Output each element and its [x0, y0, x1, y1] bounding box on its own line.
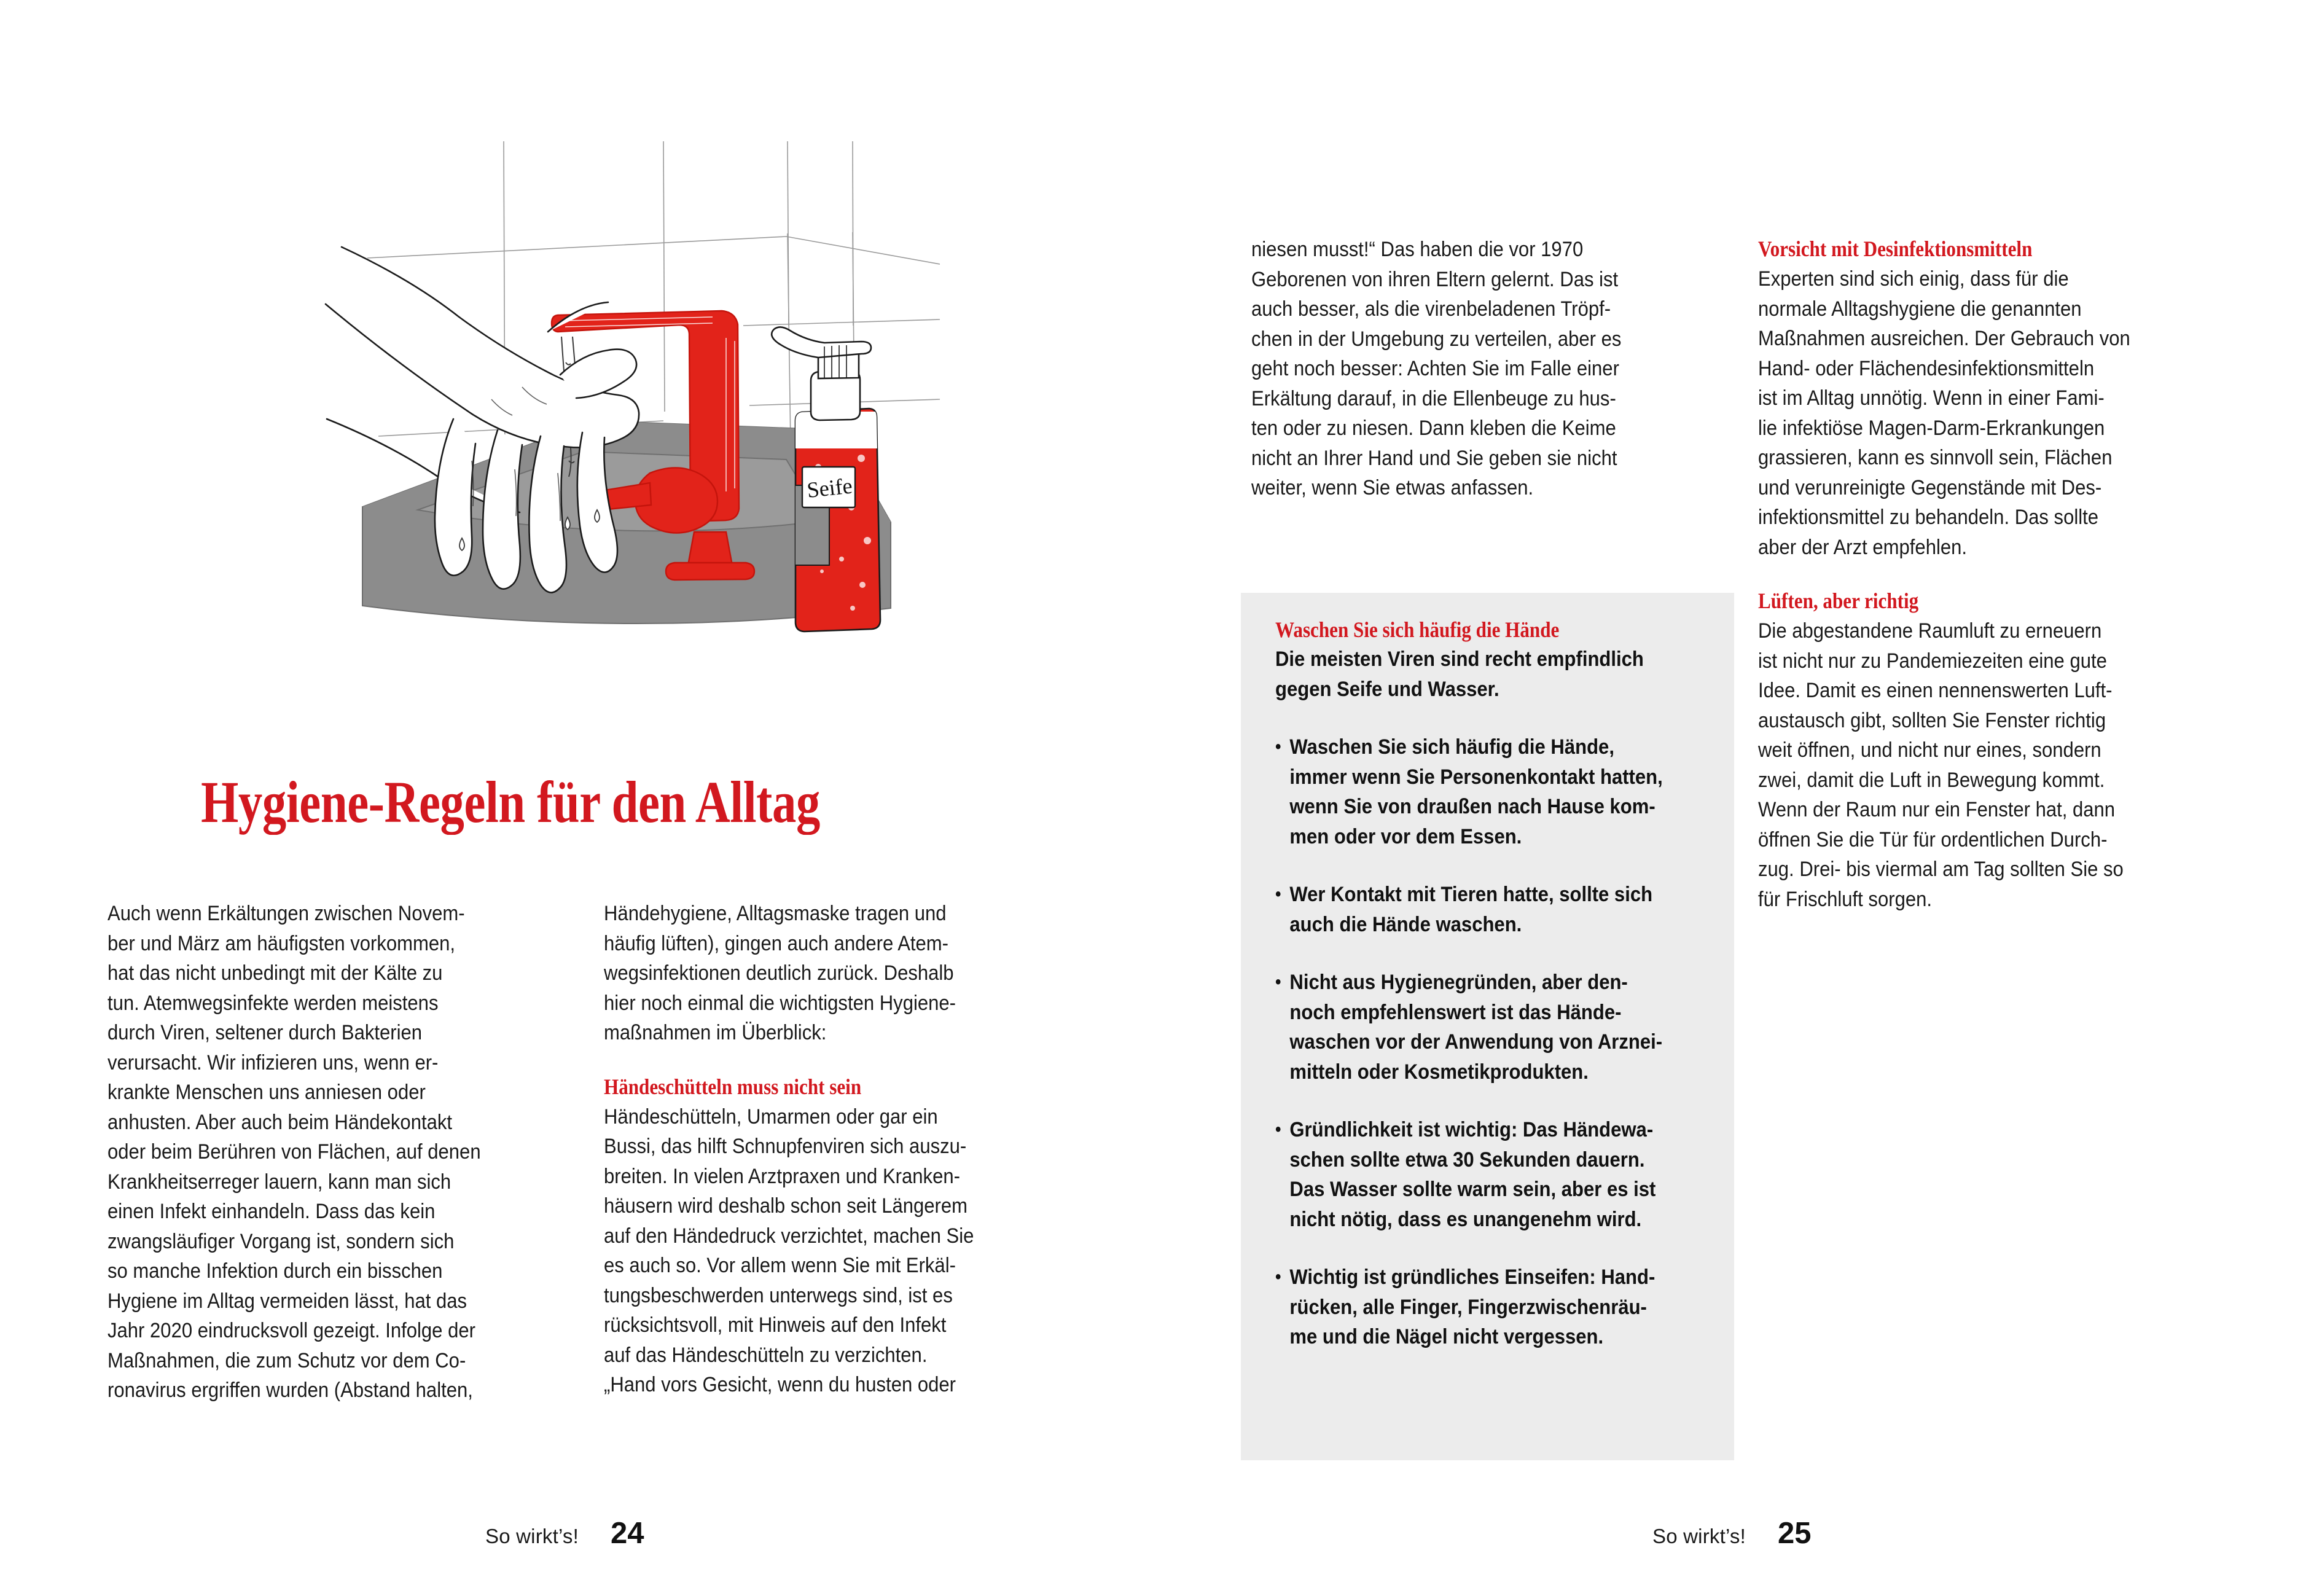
- paragraph: Maßnahmen ausreichen. Der Gebrauch von: [1758, 327, 2130, 350]
- paragraph: anhusten. Aber auch beim Händekontakt: [108, 1110, 453, 1134]
- handwashing-illustration: [319, 141, 940, 663]
- bullet-line: • Wer Kontakt mit Tieren hatte, sollte sich: [1289, 883, 1653, 906]
- paragraph: lie infektiöse Magen-Darm-Erkrankungen: [1758, 416, 2105, 440]
- paragraph: auf den Händedruck verzichtet, machen Sie: [604, 1224, 974, 1248]
- paragraph: tungsbeschwerden unterwegs sind, ist es: [604, 1283, 953, 1307]
- paragraph: hier noch einmal die wichtigsten Hygiene-: [604, 991, 956, 1015]
- bullet-line: wenn Sie von draußen nach Hause kom-: [1289, 795, 1656, 818]
- bullet-line: men oder vor dem Essen.: [1289, 824, 1522, 848]
- paragraph: Auch wenn Erkältungen zwischen Novem-: [108, 902, 465, 925]
- paragraph: häufig lüften), gingen auch andere Atem-: [604, 931, 949, 955]
- paragraph: einen Infekt einhandeln. Dass das kein: [108, 1200, 436, 1223]
- paragraph: weiter, wenn Sie etwas anfassen.: [1251, 476, 1534, 499]
- paragraph: es auch so. Vor allem wenn Sie mit Erkäl-: [604, 1254, 956, 1277]
- subheading-lueften: Lüften, aber richtig: [1758, 589, 1919, 613]
- paragraph: Händehygiene, Alltagsmaske tragen und: [604, 902, 947, 925]
- bullet-line: mitteln oder Kosmetikprodukten.: [1289, 1060, 1589, 1084]
- bullet-line: nicht nötig, dass es unangenehm wird.: [1289, 1207, 1642, 1231]
- list-item: [1275, 1115, 1712, 1234]
- paragraph: oder beim Berühren von Flächen, auf denen: [108, 1140, 481, 1164]
- bullet-line: me und die Nägel nicht vergessen.: [1289, 1325, 1604, 1348]
- paragraph: geht noch besser: Achten Sie im Falle einer: [1251, 357, 1619, 380]
- paragraph: Händeschütteln, Umarmen oder gar ein: [604, 1105, 938, 1129]
- bullet-line: Das Wasser sollte warm sein, aber es ist: [1289, 1178, 1656, 1201]
- footer-label: So wirkt’s!: [485, 1525, 579, 1547]
- subheading-desinfektionsmittel: Vorsicht mit Desinfektionsmitteln: [1758, 237, 2033, 261]
- paragraph: Erkältung darauf, in die Ellenbeuge zu hus-: [1251, 386, 1616, 410]
- paragraph: Geborenen von ihren Eltern gelernt. Das ist: [1251, 267, 1619, 291]
- paragraph: hat das nicht unbedingt mit der Kälte zu: [108, 961, 443, 985]
- footer-label: So wirkt’s!: [1652, 1525, 1746, 1547]
- paragraph: breiten. In vielen Arztpraxen und Kranken-: [604, 1164, 960, 1188]
- bullet-line: noch empfehlenswert ist das Hände-: [1289, 1000, 1622, 1024]
- paragraph: aber der Arzt empfehlen.: [1758, 535, 1968, 559]
- paragraph: für Frischluft sorgen.: [1758, 887, 1933, 911]
- body-column-2: [604, 899, 1063, 1400]
- paragraph: Hygiene im Alltag vermeiden lässt, hat das: [108, 1289, 467, 1313]
- paragraph: häusern wird deshalb schon seit Längerem: [604, 1194, 968, 1218]
- subheading-haendeschuetteln: Händeschütteln muss nicht sein: [604, 1074, 862, 1099]
- subheading-group: [604, 1073, 1063, 1101]
- list-item: [1275, 1262, 1712, 1352]
- subheading-group: [1758, 235, 2222, 263]
- bullet-line: • Waschen Sie sich häufig die Hände,: [1289, 735, 1614, 759]
- footer-right-page: [1652, 1516, 1811, 1551]
- body-column-3: [1251, 235, 1727, 503]
- paragraph: grassieren, kann es sinnvoll sein, Flächen: [1758, 446, 2113, 469]
- paragraph: Hand- oder Flächendesinfektionsmitteln: [1758, 356, 2095, 380]
- body-column-4: [1758, 235, 2222, 914]
- paragraph: weit öffnen, und nicht nur eines, sondern: [1758, 738, 2101, 762]
- body-column-1: [108, 899, 566, 1406]
- bullet-line: • Gründlichkeit ist wichtig: Das Händewa-: [1289, 1118, 1654, 1141]
- bullet-line: rücken, alle Finger, Fingerzwischenräu-: [1289, 1295, 1647, 1319]
- paragraph: ist nicht nur zu Pandemiezeiten eine gute: [1758, 649, 2107, 673]
- paragraph: Wenn der Raum nur ein Fenster hat, dann: [1758, 798, 2116, 821]
- soap-label: Seife: [805, 473, 854, 503]
- paragraph: verursacht. Wir infizieren uns, wenn er-: [108, 1050, 439, 1074]
- bullet-line: waschen vor der Anwendung von Arznei-: [1289, 1030, 1663, 1054]
- paragraph: zwei, damit die Luft in Bewegung kommt.: [1758, 768, 2105, 792]
- paragraph: niesen musst!“ Das haben die vor 1970: [1251, 238, 1584, 261]
- bullet-line: auch die Hände waschen.: [1289, 912, 1522, 936]
- paragraph: normale Alltagshygiene die genannten: [1758, 297, 2082, 321]
- footer-left-page: [485, 1516, 644, 1551]
- paragraph: tun. Atemwegsinfekte werden meistens: [108, 991, 439, 1015]
- paragraph: zwangsläufiger Vorgang ist, sondern sich: [108, 1229, 455, 1253]
- paragraph: rücksichtsvoll, mit Hinweis auf den Infekt: [604, 1313, 947, 1337]
- bullet-line: • Nicht aus Hygienegründen, aber den-: [1289, 971, 1628, 994]
- paragraph: austausch gibt, sollten Sie Fenster richtig: [1758, 708, 2106, 732]
- paragraph: durch Viren, seltener durch Bakterien: [108, 1021, 423, 1044]
- paragraph: Krankheitserreger lauern, kann man sich: [108, 1170, 452, 1194]
- paragraph: Experten sind sich einig, dass für die: [1758, 267, 2069, 291]
- callout-lead-line: gegen Seife und Wasser.: [1275, 677, 1499, 701]
- paragraph: Idee. Damit es einen nennenswerten Luft-: [1758, 679, 2113, 702]
- callout-subheading: Waschen Sie sich häufig die Hände: [1275, 617, 1560, 642]
- paragraph: auf das Händeschütteln zu verzichten.: [604, 1343, 928, 1367]
- page-number: 24: [610, 1517, 644, 1550]
- paragraph: wegsinfektionen deutlich zurück. Deshalb: [604, 961, 954, 985]
- paragraph: auch besser, als die virenbeladenen Tröpf-: [1251, 297, 1611, 321]
- paragraph: Jahr 2020 eindrucksvoll gezeigt. Infolge der: [108, 1319, 475, 1342]
- paragraph: ten oder zu niesen. Dann kleben die Keime: [1251, 417, 1616, 440]
- paragraph: chen in der Umgebung zu verteilen, aber es: [1251, 327, 1622, 351]
- paragraph: Maßnahmen, die zum Schutz vor dem Co-: [108, 1348, 466, 1372]
- paragraph: ber und März am häufigsten vorkommen,: [108, 931, 456, 955]
- paragraph: und verunreinigte Gegenstände mit Des-: [1758, 475, 2102, 499]
- paragraph: öffnen Sie die Tür für ordentlichen Durch-: [1758, 827, 2108, 851]
- callout-content: [1275, 616, 1712, 1352]
- list-item: [1275, 732, 1712, 851]
- paragraph: Die abgestandene Raumluft zu erneuern: [1758, 619, 2102, 643]
- page-title: Hygiene-Regeln für den Alltag: [201, 769, 820, 835]
- bullet-line: schen sollte etwa 30 Sekunden dauern.: [1289, 1148, 1645, 1172]
- paragraph: zug. Drei- bis viermal am Tag sollten Sie so: [1758, 858, 2124, 881]
- paragraph: maßnahmen im Überblick:: [604, 1021, 827, 1044]
- paragraph: so manche Infektion durch ein bisschen: [108, 1259, 443, 1283]
- paragraph: ist im Alltag unnötig. Wenn in einer Fami-: [1758, 386, 2105, 410]
- paragraph: krankte Menschen uns anniesen oder: [108, 1081, 426, 1104]
- paragraph: „Hand vors Gesicht, wenn du husten oder: [604, 1373, 956, 1396]
- page-number: 25: [1777, 1517, 1812, 1550]
- bullet-line: immer wenn Sie Personenkontakt hatten,: [1289, 765, 1663, 789]
- paragraph: ronavirus ergriffen wurden (Abstand halten,: [108, 1379, 473, 1402]
- bullet-line: • Wichtig ist gründliches Einseifen: Hand-: [1289, 1265, 1656, 1289]
- paragraph: Bussi, das hilft Schnupfenviren sich auszu-: [604, 1135, 967, 1158]
- subheading-group: [1758, 587, 2222, 615]
- paragraph: nicht an Ihrer Hand und Sie geben sie nicht: [1251, 446, 1617, 470]
- callout-bullet-list: [1275, 732, 1712, 1352]
- list-item: [1275, 880, 1712, 939]
- paragraph: infektionsmittel zu behandeln. Das sollte: [1758, 506, 2099, 529]
- list-item: [1275, 968, 1712, 1087]
- callout-lead-line: Die meisten Viren sind recht empfindlich: [1275, 647, 1644, 671]
